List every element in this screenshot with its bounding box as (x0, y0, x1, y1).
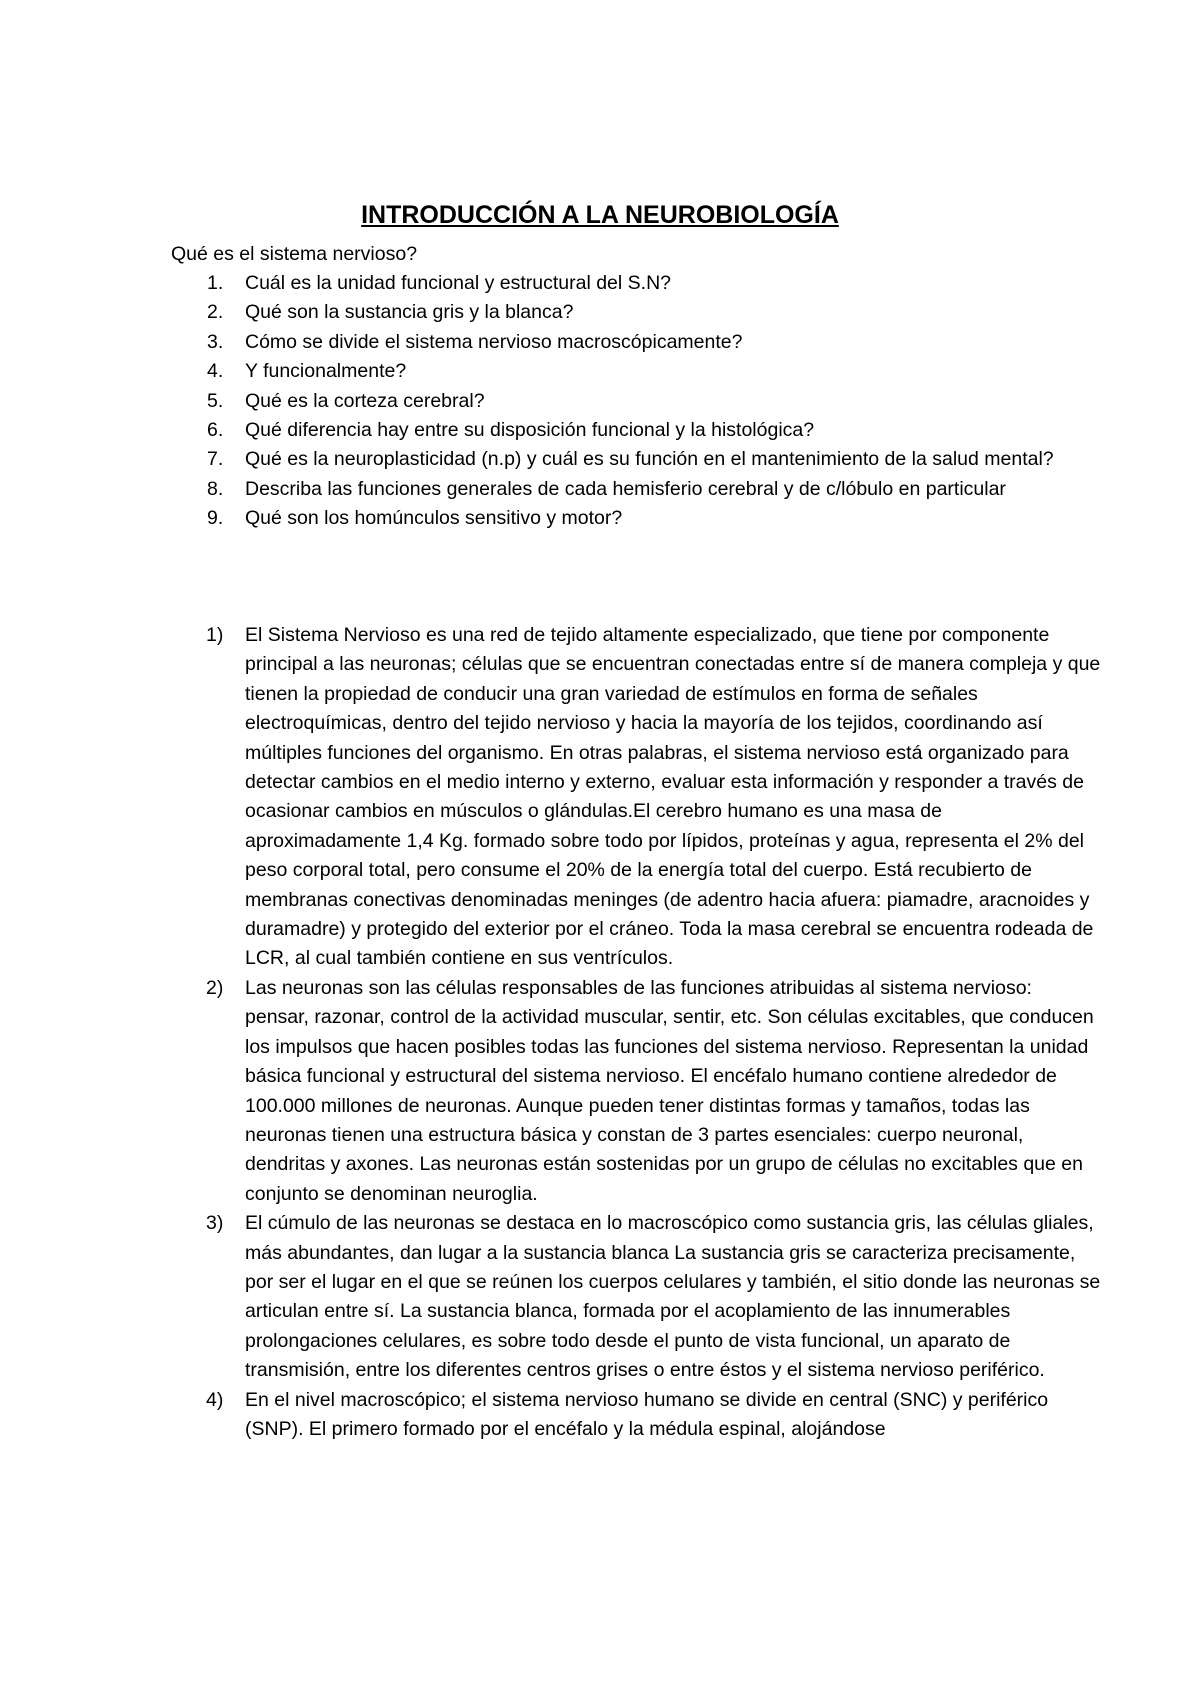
question-text: Qué es la neuroplasticidad (n.p) y cuál es su función en el mantenimiento de la salud mental? (245, 448, 1054, 471)
answer-number: 3) (206, 1212, 224, 1235)
question-number: 3. (207, 330, 224, 353)
question-number: 7. (207, 448, 224, 471)
question-text: Qué son los homúnculos sensitivo y motor? (245, 507, 623, 530)
question-number: 2. (207, 301, 224, 324)
answer-number: 1) (206, 624, 224, 646)
question-text: Cuál es la unidad funcional y estructural del S.N? (245, 272, 671, 294)
question-number: 6. (207, 419, 224, 442)
answer-text: El Sistema Nervioso es una red de tejido altamente especializado, que tiene por componente principal a las neuronas; células que se encuentran conectadas entre sí de manera compleja y que tienen la propiedad de conducir una gran variedad de estímulos en forma de señales electroquímicas, dentro del tejido nervioso y hacia la mayoría de los tejidos, coordinando así múltiples funciones del organismo. En otras palabras, el sistema nervioso está organizado para detectar cambios en el medio interno y externo, evaluar esta información y responder a través de ocasionar cambios en músculos o glándulas.El cerebro humano es una masa de aproximadamente 1,4 Kg. formado sobre todo por lípidos, proteínas y agua, representa el 2% del peso corporal total, pero consume el 20% de la energía total del cuerpo. Está recubierto de membranas conectivas denominadas meninges (de adentro hacia afuera: piamadre, aracnoides y duramadre) y protegido del exterior por el cráneo. Toda la masa cerebral se encuentra rodeada de LCR, al cual también contiene en sus ventrículos. (245, 624, 1101, 970)
question-item (171, 387, 1101, 416)
question-text: Qué diferencia hay entre su disposición funcional y la histológica? (245, 419, 815, 442)
question-number: 4. (207, 360, 224, 383)
answer-text: El cúmulo de las neuronas se destaca en lo macroscópico como sustancia gris, las células gliales, más abundantes, dan lugar a la sustancia blanca La sustancia gris se caracteriza precisamente, por ser el lugar en el que se reúnen los cuerpos celulares y también, el sitio donde las neuronas se articulan entre sí. La sustancia blanca, formada por el acoplamiento de las innumerables prolongaciones celulares, es sobre todo desde el punto de vista funcional, un aparato de transmisión, entre los diferentes centros grises o entre éstos y el sistema nervioso periférico. (245, 1212, 1101, 1382)
answer-item (171, 1209, 1101, 1385)
question-list (171, 269, 1101, 534)
question-text: Describa las funciones generales de cada hemisferio cerebral y de c/lóbulo en particular (245, 477, 1006, 500)
question-text: Cómo se divide el sistema nervioso macroscópicamente? (245, 330, 743, 353)
answer-item (171, 974, 1101, 1209)
answer-list (171, 621, 1101, 1444)
question-number: 5. (207, 389, 224, 412)
question-item (171, 475, 1101, 504)
question-number: 8. (207, 477, 224, 500)
answer-number: 2) (206, 976, 224, 999)
question-item (171, 298, 1101, 327)
question-item (171, 357, 1101, 386)
question-item (171, 504, 1101, 533)
question-text: Qué es la corteza cerebral? (245, 389, 485, 412)
question-item (171, 445, 1101, 474)
answer-item (171, 1386, 1101, 1445)
question-item (171, 416, 1101, 445)
question-text: Y funcionalmente? (245, 360, 407, 383)
answer-item (171, 621, 1101, 974)
question-text: Qué son la sustancia gris y la blanca? (245, 301, 574, 324)
intro-question: Qué es el sistema nervioso? (171, 243, 418, 265)
answer-text: Las neuronas son las células responsables de las funciones atribuidas al sistema nervioso: pensar, razonar, control de la actividad muscular, sentir, etc. Son células excitables, que conducen los impulsos que hacen posibles todas las funciones del sistema nervioso. Representan la unidad básica funcional y estructural del sistema nervioso. El encéfalo humano contiene alrededor de 100.000 millones de neuronas. Aunque pueden tener distintas formas y tamaños, todas las neuronas tienen una estructura básica y constan de 3 partes esenciales: cuerpo neuronal, dendritas y axones. Las neuronas están sostenidas por un grupo de células no excitables que en conjunto se denominan neuroglia. (245, 976, 1094, 1205)
answer-number: 4) (206, 1388, 224, 1411)
question-number: 9. (207, 507, 224, 530)
answer-text: En el nivel macroscópico; el sistema nervioso humano se divide en central (SNC) y periférico (SNP). El primero formado por el encéfalo y la médula espinal, alojándose (245, 1388, 1049, 1440)
question-number: 1. (207, 272, 224, 294)
question-item (171, 328, 1101, 357)
document-title: INTRODUCCIÓN A LA NEUROBIOLOGÍA (361, 201, 839, 229)
question-item (171, 269, 1101, 298)
